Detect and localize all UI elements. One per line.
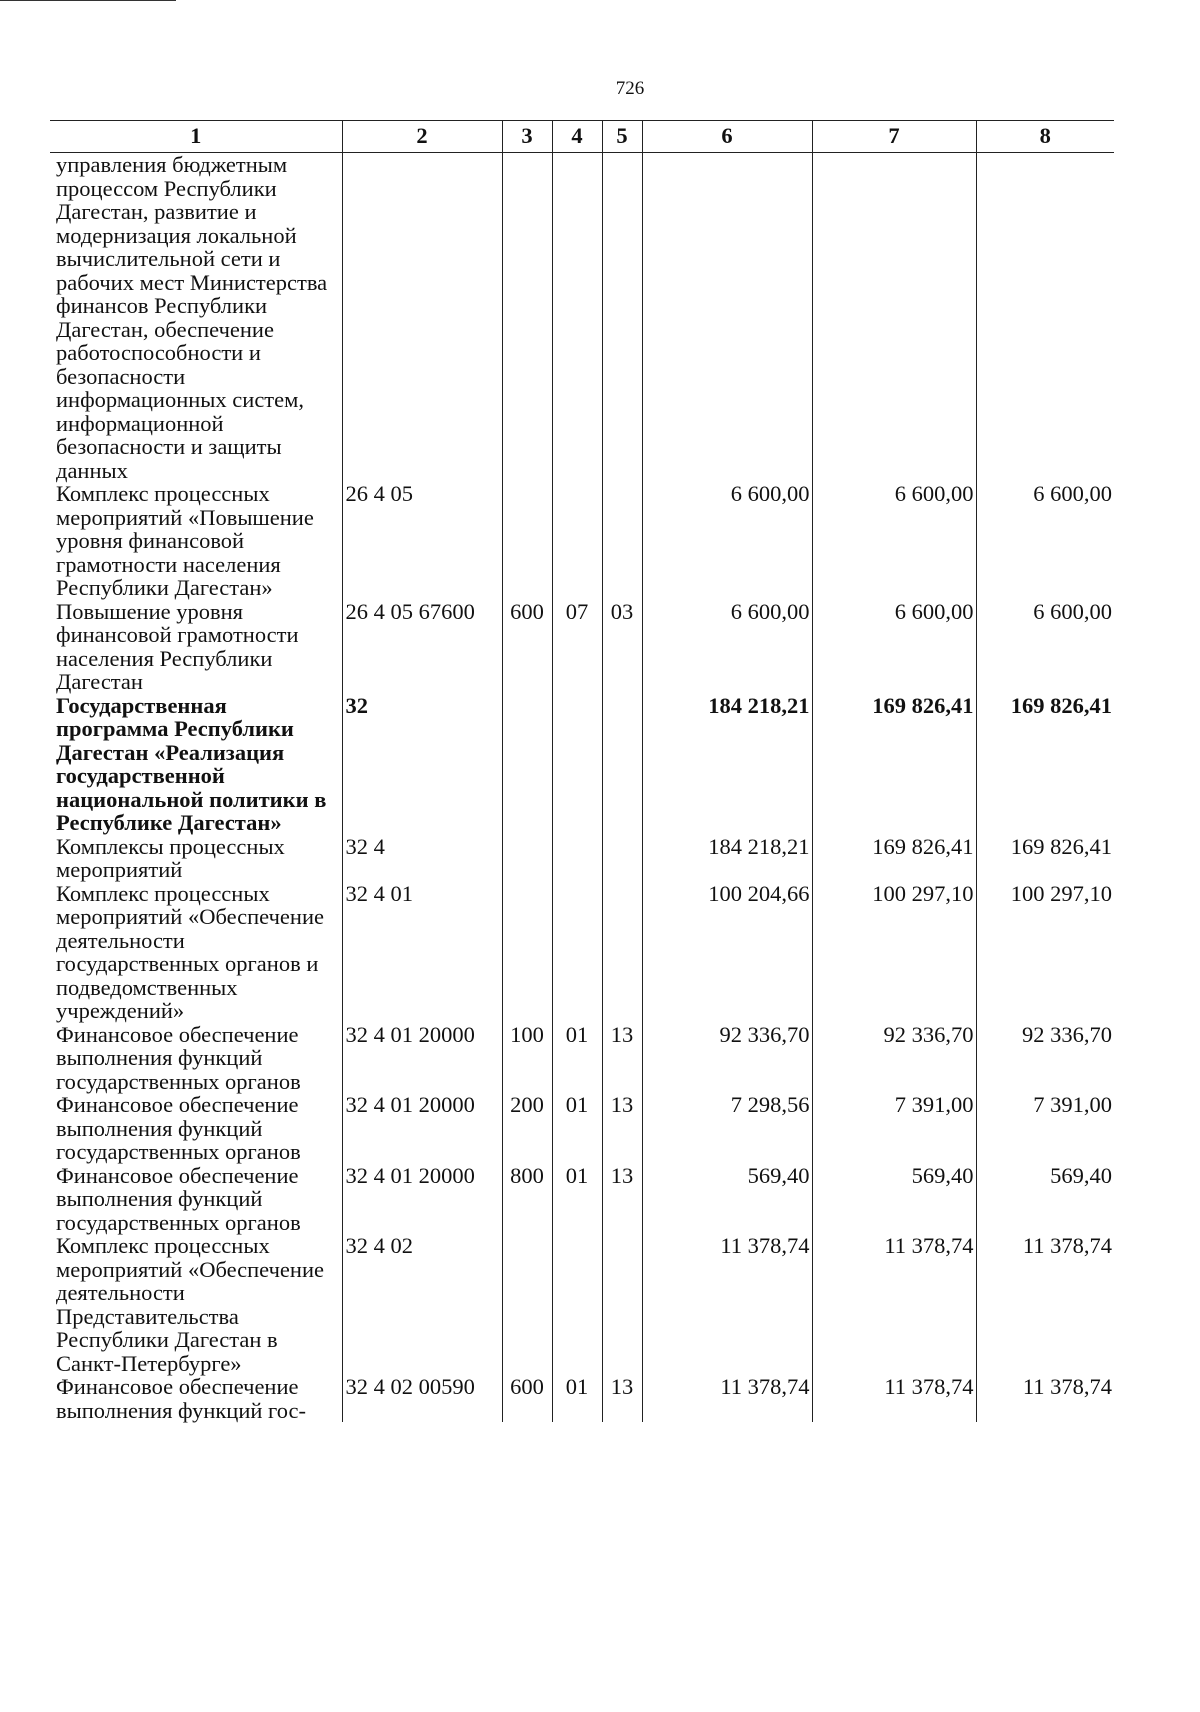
expense-type-cell: [502, 882, 552, 1023]
subsection-cell: 13: [602, 1375, 642, 1422]
amount-col7-cell: 6 600,00: [812, 482, 976, 600]
amount-col7-cell: 169 826,41: [812, 694, 976, 835]
item-name-cell: Государственная программа Республики Дагестан «Реализация государственной национальной политики в Республике Дагестан»: [56, 692, 327, 835]
expense-type-cell: [502, 835, 552, 882]
item-name-cell: Финансовое обеспечение выполнения функций гос-: [56, 1374, 306, 1423]
table-row: [50, 835, 1114, 882]
target-code-cell: 32 4 01 20000: [342, 1093, 502, 1164]
item-name-cell: Комплекс процессных мероприятий «Обеспечение деятельности государственных органов и подведомственных учреждений»: [56, 880, 324, 1023]
amount-col7-cell: [812, 153, 976, 483]
expense-type-cell: [502, 694, 552, 835]
amount-col6-cell: 6 600,00: [642, 600, 812, 694]
expense-type-cell: 800: [502, 1164, 552, 1235]
subsection-cell: [602, 835, 642, 882]
item-name-cell: управления бюджетным процессом Республики Дагестан, развитие и модернизация локальной вычислительной сети и рабочих мест Министерства финансов Республики Дагестан, обеспечение работоспособности и безопасности информационных систем, информационной безопасности и защиты данных: [56, 152, 328, 483]
amount-col7-cell: 569,40: [812, 1164, 976, 1235]
target-code-cell: 32 4 01: [342, 882, 502, 1023]
table-row: [50, 694, 1114, 835]
amount-col6-cell: 7 298,56: [642, 1093, 812, 1164]
expense-type-cell: 600: [502, 600, 552, 694]
amount-col8-cell: 169 826,41: [976, 835, 1114, 882]
budget-table-container: [50, 120, 1114, 1422]
amount-col7-cell: 11 378,74: [812, 1234, 976, 1375]
column-header-2: 2: [342, 121, 502, 153]
amount-col6-cell: 184 218,21: [642, 835, 812, 882]
amount-col8-cell: 100 297,10: [976, 882, 1114, 1023]
table-row: [50, 882, 1114, 1023]
amount-col7-cell: 169 826,41: [812, 835, 976, 882]
section-cell: [552, 153, 602, 483]
table-row: [50, 1093, 1114, 1164]
table-row: [50, 482, 1114, 600]
amount-col8-cell: 11 378,74: [976, 1234, 1114, 1375]
table-row: [50, 1023, 1114, 1094]
target-code-cell: [342, 153, 502, 483]
table-row: [50, 1375, 1114, 1422]
subsection-cell: [602, 694, 642, 835]
amount-col6-cell: 569,40: [642, 1164, 812, 1235]
budget-table: [50, 120, 1114, 1422]
column-header-6: 6: [642, 121, 812, 153]
item-name-cell: Финансовое обеспечение выполнения функций государственных органов: [56, 1162, 301, 1235]
item-name-cell: Повышение уровня финансовой грамотности населения Республики Дагестан: [56, 598, 299, 694]
column-header-1: 1: [50, 121, 342, 153]
target-code-cell: 32: [342, 694, 502, 835]
target-code-cell: 26 4 05 67600: [342, 600, 502, 694]
section-cell: [552, 835, 602, 882]
item-name-cell: Комплекс процессных мероприятий «Обеспечение деятельности Представительства Республики Дагестан в Санкт-Петербурге»: [56, 1233, 324, 1376]
expense-type-cell: [502, 482, 552, 600]
item-name-cell: Комплексы процессных мероприятий: [56, 833, 285, 882]
table-row: [50, 1164, 1114, 1235]
target-code-cell: 32 4 02: [342, 1234, 502, 1375]
subsection-cell: [602, 482, 642, 600]
table-body: [50, 153, 1114, 1423]
amount-col6-cell: 184 218,21: [642, 694, 812, 835]
table-row: [50, 600, 1114, 694]
item-name-cell: Финансовое обеспечение выполнения функций государственных органов: [56, 1092, 301, 1164]
amount-col8-cell: 7 391,00: [976, 1093, 1114, 1164]
amount-col7-cell: 6 600,00: [812, 600, 976, 694]
subsection-cell: [602, 153, 642, 483]
section-cell: [552, 882, 602, 1023]
amount-col8-cell: 6 600,00: [976, 482, 1114, 600]
subsection-cell: 13: [602, 1093, 642, 1164]
column-header-4: 4: [552, 121, 602, 153]
page-number: 726: [615, 78, 645, 99]
table-row: [50, 153, 1114, 483]
target-code-cell: 32 4 01 20000: [342, 1164, 502, 1235]
section-cell: 01: [552, 1093, 602, 1164]
amount-col6-cell: 92 336,70: [642, 1023, 812, 1094]
amount-col7-cell: 7 391,00: [812, 1093, 976, 1164]
subsection-cell: 13: [602, 1164, 642, 1235]
subsection-cell: 13: [602, 1023, 642, 1094]
subsection-cell: 03: [602, 600, 642, 694]
column-header-7: 7: [812, 121, 976, 153]
target-code-cell: 32 4 02 00590: [342, 1375, 502, 1422]
item-name-cell: Финансовое обеспечение выполнения функций государственных органов: [56, 1021, 301, 1094]
target-code-cell: 32 4: [342, 835, 502, 882]
amount-col8-cell: [976, 153, 1114, 483]
section-cell: 01: [552, 1164, 602, 1235]
section-cell: 01: [552, 1023, 602, 1094]
column-header-3: 3: [502, 121, 552, 153]
amount-col6-cell: 6 600,00: [642, 482, 812, 600]
table-header-row: [50, 121, 1114, 153]
section-cell: [552, 1234, 602, 1375]
amount-col8-cell: 11 378,74: [976, 1375, 1114, 1422]
expense-type-cell: 600: [502, 1375, 552, 1422]
column-header-8: 8: [976, 121, 1114, 153]
section-cell: 07: [552, 600, 602, 694]
expense-type-cell: [502, 1234, 552, 1375]
amount-col6-cell: [642, 153, 812, 483]
target-code-cell: 32 4 01 20000: [342, 1023, 502, 1094]
amount-col7-cell: 11 378,74: [812, 1375, 976, 1422]
amount-col8-cell: 6 600,00: [976, 600, 1114, 694]
amount-col6-cell: 100 204,66: [642, 882, 812, 1023]
subsection-cell: [602, 882, 642, 1023]
item-name-cell: Комплекс процессных мероприятий «Повышение уровня финансовой грамотности населения Республики Дагестан»: [56, 481, 314, 600]
table-row: [50, 1234, 1114, 1375]
target-code-cell: 26 4 05: [342, 482, 502, 600]
scan-corner-line: [0, 0, 176, 1]
amount-col7-cell: 100 297,10: [812, 882, 976, 1023]
expense-type-cell: [502, 153, 552, 483]
section-cell: [552, 694, 602, 835]
amount-col7-cell: 92 336,70: [812, 1023, 976, 1094]
expense-type-cell: 100: [502, 1023, 552, 1094]
amount-col8-cell: 169 826,41: [976, 694, 1114, 835]
amount-col6-cell: 11 378,74: [642, 1234, 812, 1375]
column-header-5: 5: [602, 121, 642, 153]
expense-type-cell: 200: [502, 1093, 552, 1164]
section-cell: [552, 482, 602, 600]
section-cell: 01: [552, 1375, 602, 1422]
amount-col8-cell: 92 336,70: [976, 1023, 1114, 1094]
amount-col8-cell: 569,40: [976, 1164, 1114, 1235]
subsection-cell: [602, 1234, 642, 1375]
amount-col6-cell: 11 378,74: [642, 1375, 812, 1422]
